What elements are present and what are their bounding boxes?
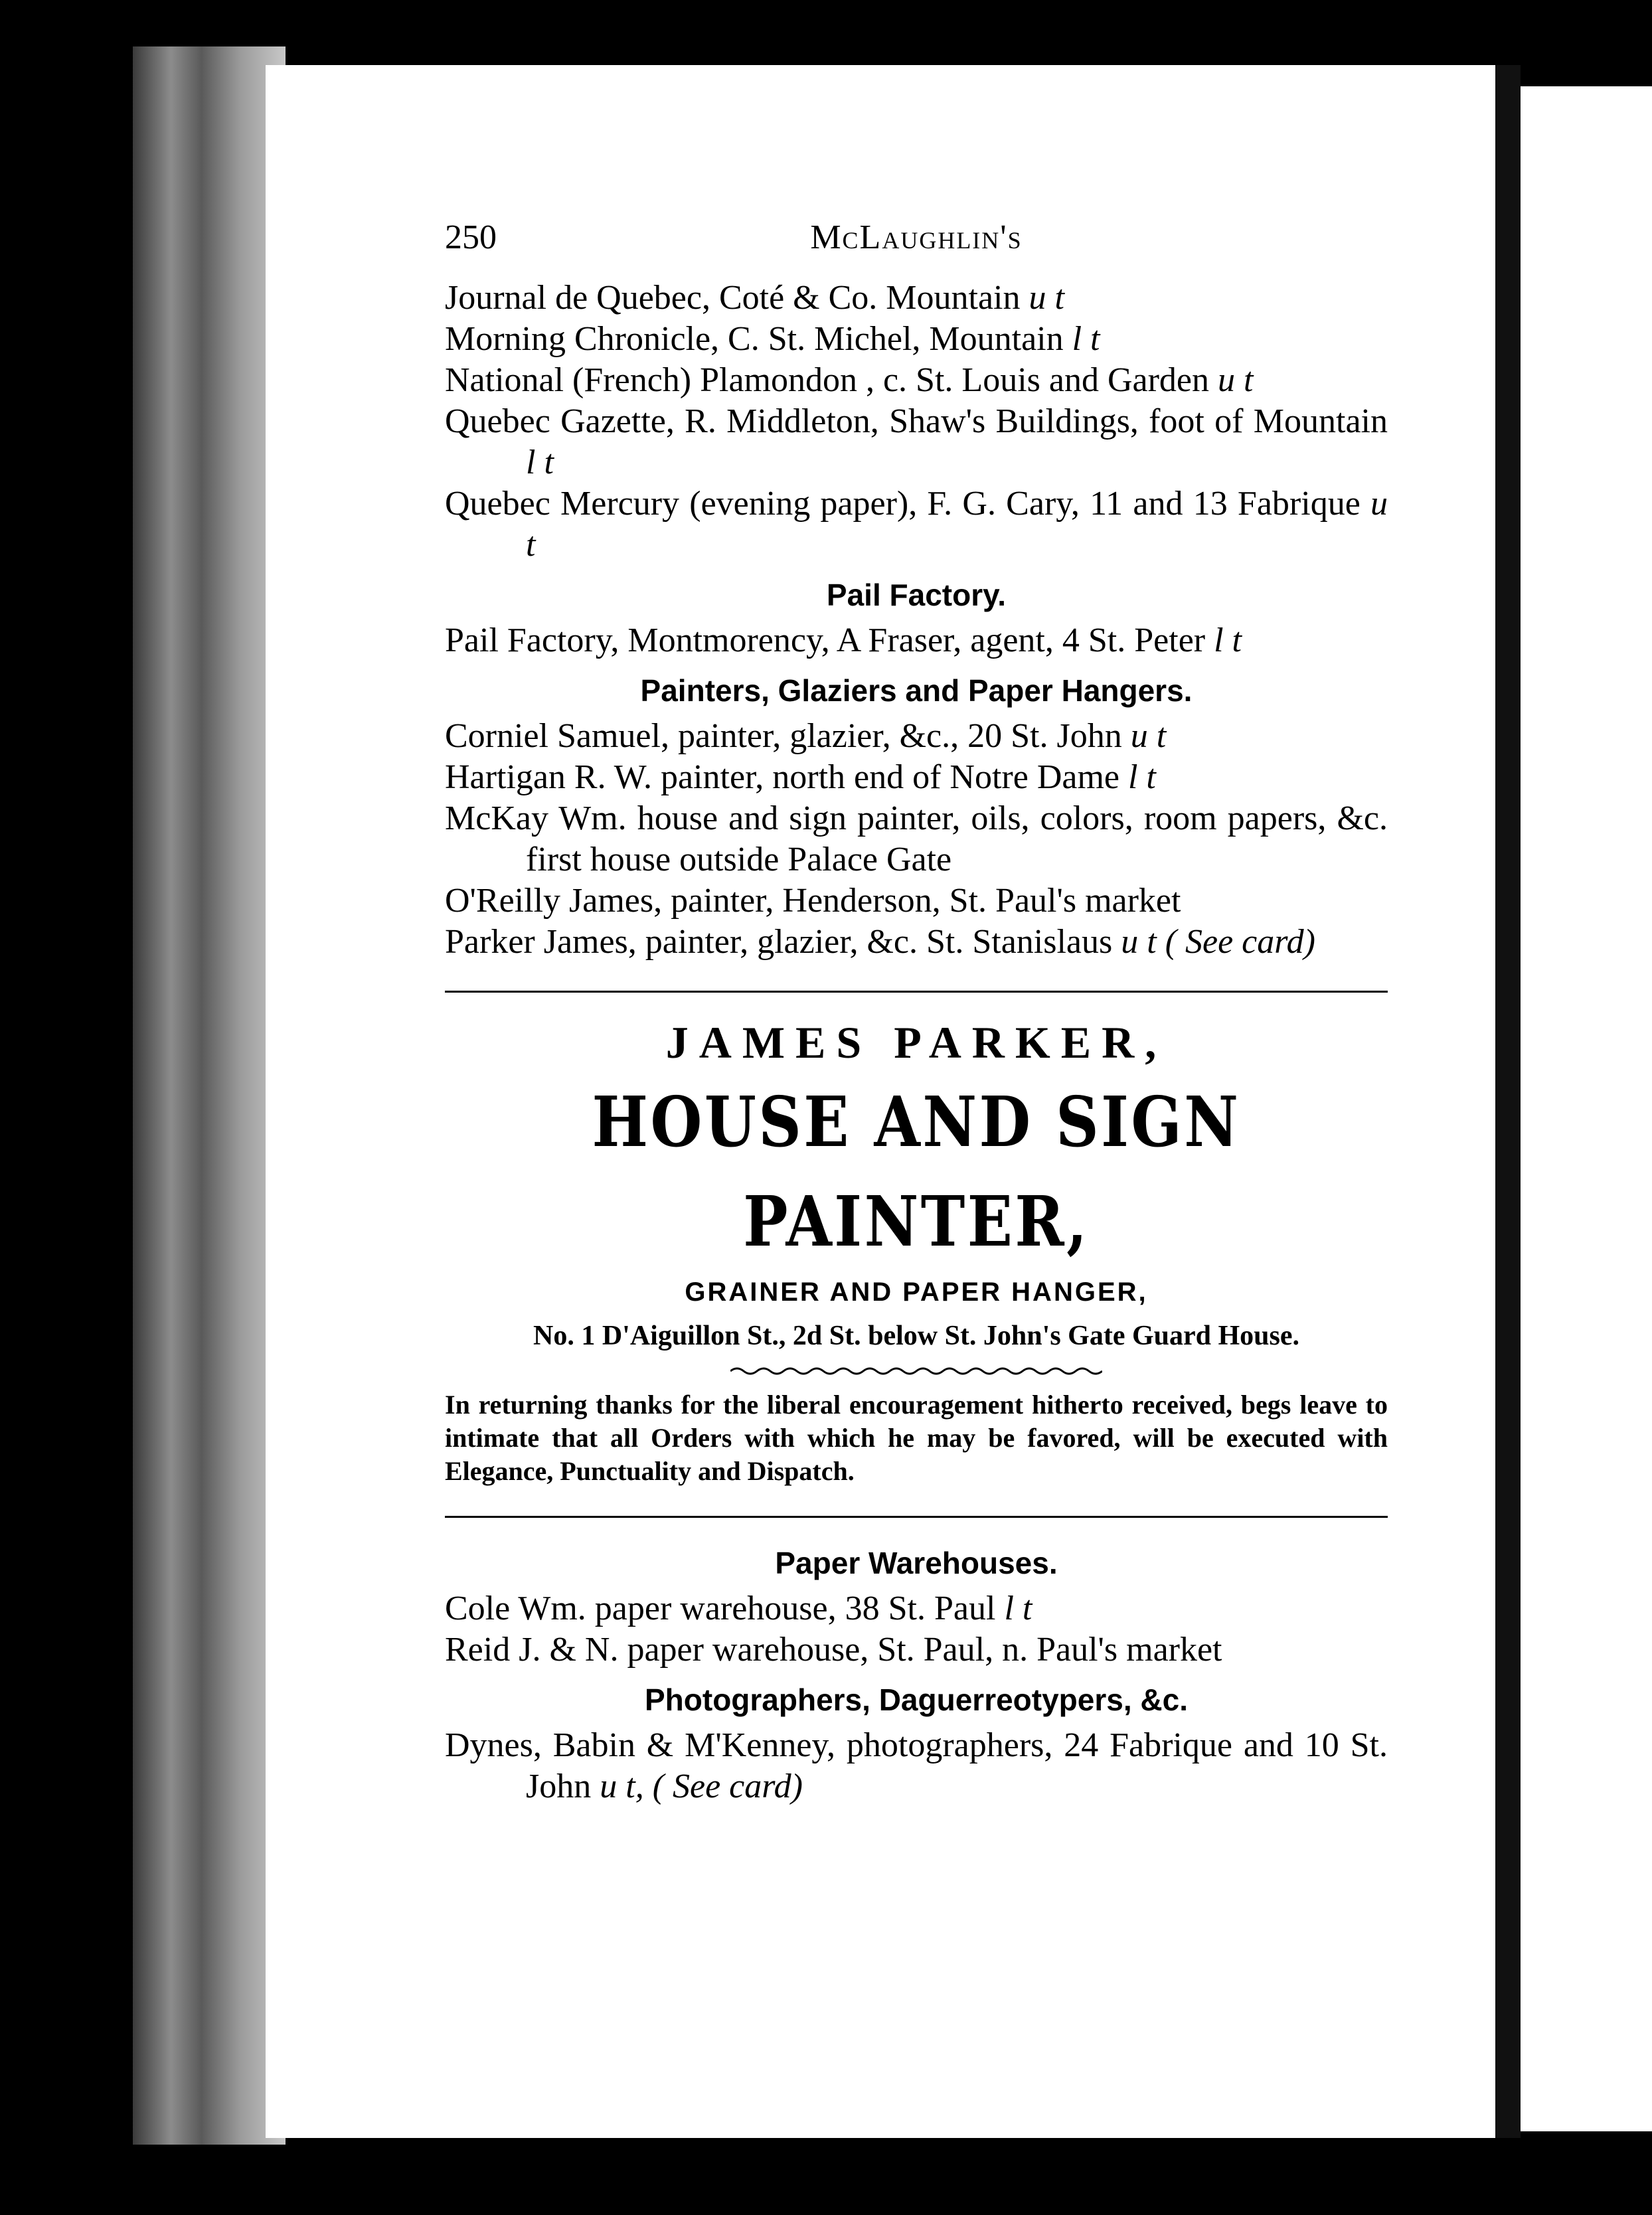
section-heading-pail: Pail Factory.	[826, 578, 1007, 612]
list-item: Cole Wm. paper warehouse, 38 St. Paul l t	[445, 1590, 1032, 1627]
list-item: Quebec Mercury (evening paper), F. G. Cary, 11 and 13 Fabrique u t	[445, 485, 1388, 564]
ad-name: JAMES PARKER,	[665, 1017, 1167, 1068]
book-page	[266, 65, 1495, 2138]
entries-newspapers	[445, 278, 1388, 566]
section-heading-paper: Paper Warehouses.	[775, 1546, 1058, 1580]
entries-painters	[445, 716, 1388, 963]
list-item: National (French) Plamondon , c. St. Louis and Garden u t	[445, 361, 1254, 399]
page-stack-edges	[133, 46, 286, 2145]
list-item: Hartigan R. W. painter, north end of Notre Dame l t	[445, 758, 1156, 796]
see-card-note: ( See card)	[652, 1767, 803, 1805]
ad-headline: HOUSE AND SIGN PAINTER,	[592, 1081, 1241, 1262]
section-heading-photo: Photographers, Daguerreotypers, &c.	[645, 1682, 1188, 1717]
list-item: Dynes, Babin & M'Kenney, photographers, 24 Fabrique and 10 St. John u t, ( See card)	[445, 1726, 1388, 1805]
list-item: Morning Chronicle, C. St. Michel, Mountain l t	[445, 320, 1100, 358]
running-header	[445, 218, 1388, 278]
divider	[445, 991, 1388, 993]
advertisement	[445, 1013, 1388, 1488]
facing-page-edge	[1521, 86, 1652, 2131]
section-heading-painters: Painters, Glaziers and Paper Hangers.	[640, 673, 1193, 708]
page-number: 250	[445, 218, 497, 256]
list-item: Parker James, painter, glazier, &c. St. Stanislaus u t ( See card)	[445, 923, 1315, 961]
divider	[445, 1516, 1388, 1518]
list-item: Corniel Samuel, painter, glazier, &c., 20 St. John u t	[445, 717, 1167, 755]
list-item: Reid J. & N. paper warehouse, St. Paul, n. Paul's market	[445, 1631, 1222, 1669]
list-item: Pail Factory, Montmorency, A Fraser, agent, 4 St. Peter l t	[445, 621, 1242, 659]
ad-subline: GRAINER AND PAPER HANGER,	[685, 1277, 1148, 1307]
page-content	[445, 218, 1388, 1807]
list-item: Journal de Quebec, Coté & Co. Mountain u t	[445, 279, 1064, 317]
wavy-rule-ornament	[730, 1364, 1102, 1378]
gutter	[1495, 65, 1521, 2138]
ad-body: In returning thanks for the liberal encouragement hitherto received, begs leave to intimate that all Orders with which he may be favored, will be executed with Elegance, Punctuality and Dispatch.	[445, 1390, 1388, 1486]
list-item: McKay Wm. house and sign painter, oils, colors, room papers, &c. first house outside Palace Gate	[445, 799, 1388, 878]
running-title: McLaughlin's	[810, 218, 1023, 256]
ad-address: No. 1 D'Aiguillon St., 2d St. below St. John's Gate Guard House.	[533, 1321, 1299, 1351]
list-item: O'Reilly James, painter, Henderson, St. Paul's market	[445, 882, 1181, 920]
list-item: Quebec Gazette, R. Middleton, Shaw's Buildings, foot of Mountain l t	[445, 402, 1388, 481]
see-card-note: ( See card)	[1165, 923, 1315, 961]
